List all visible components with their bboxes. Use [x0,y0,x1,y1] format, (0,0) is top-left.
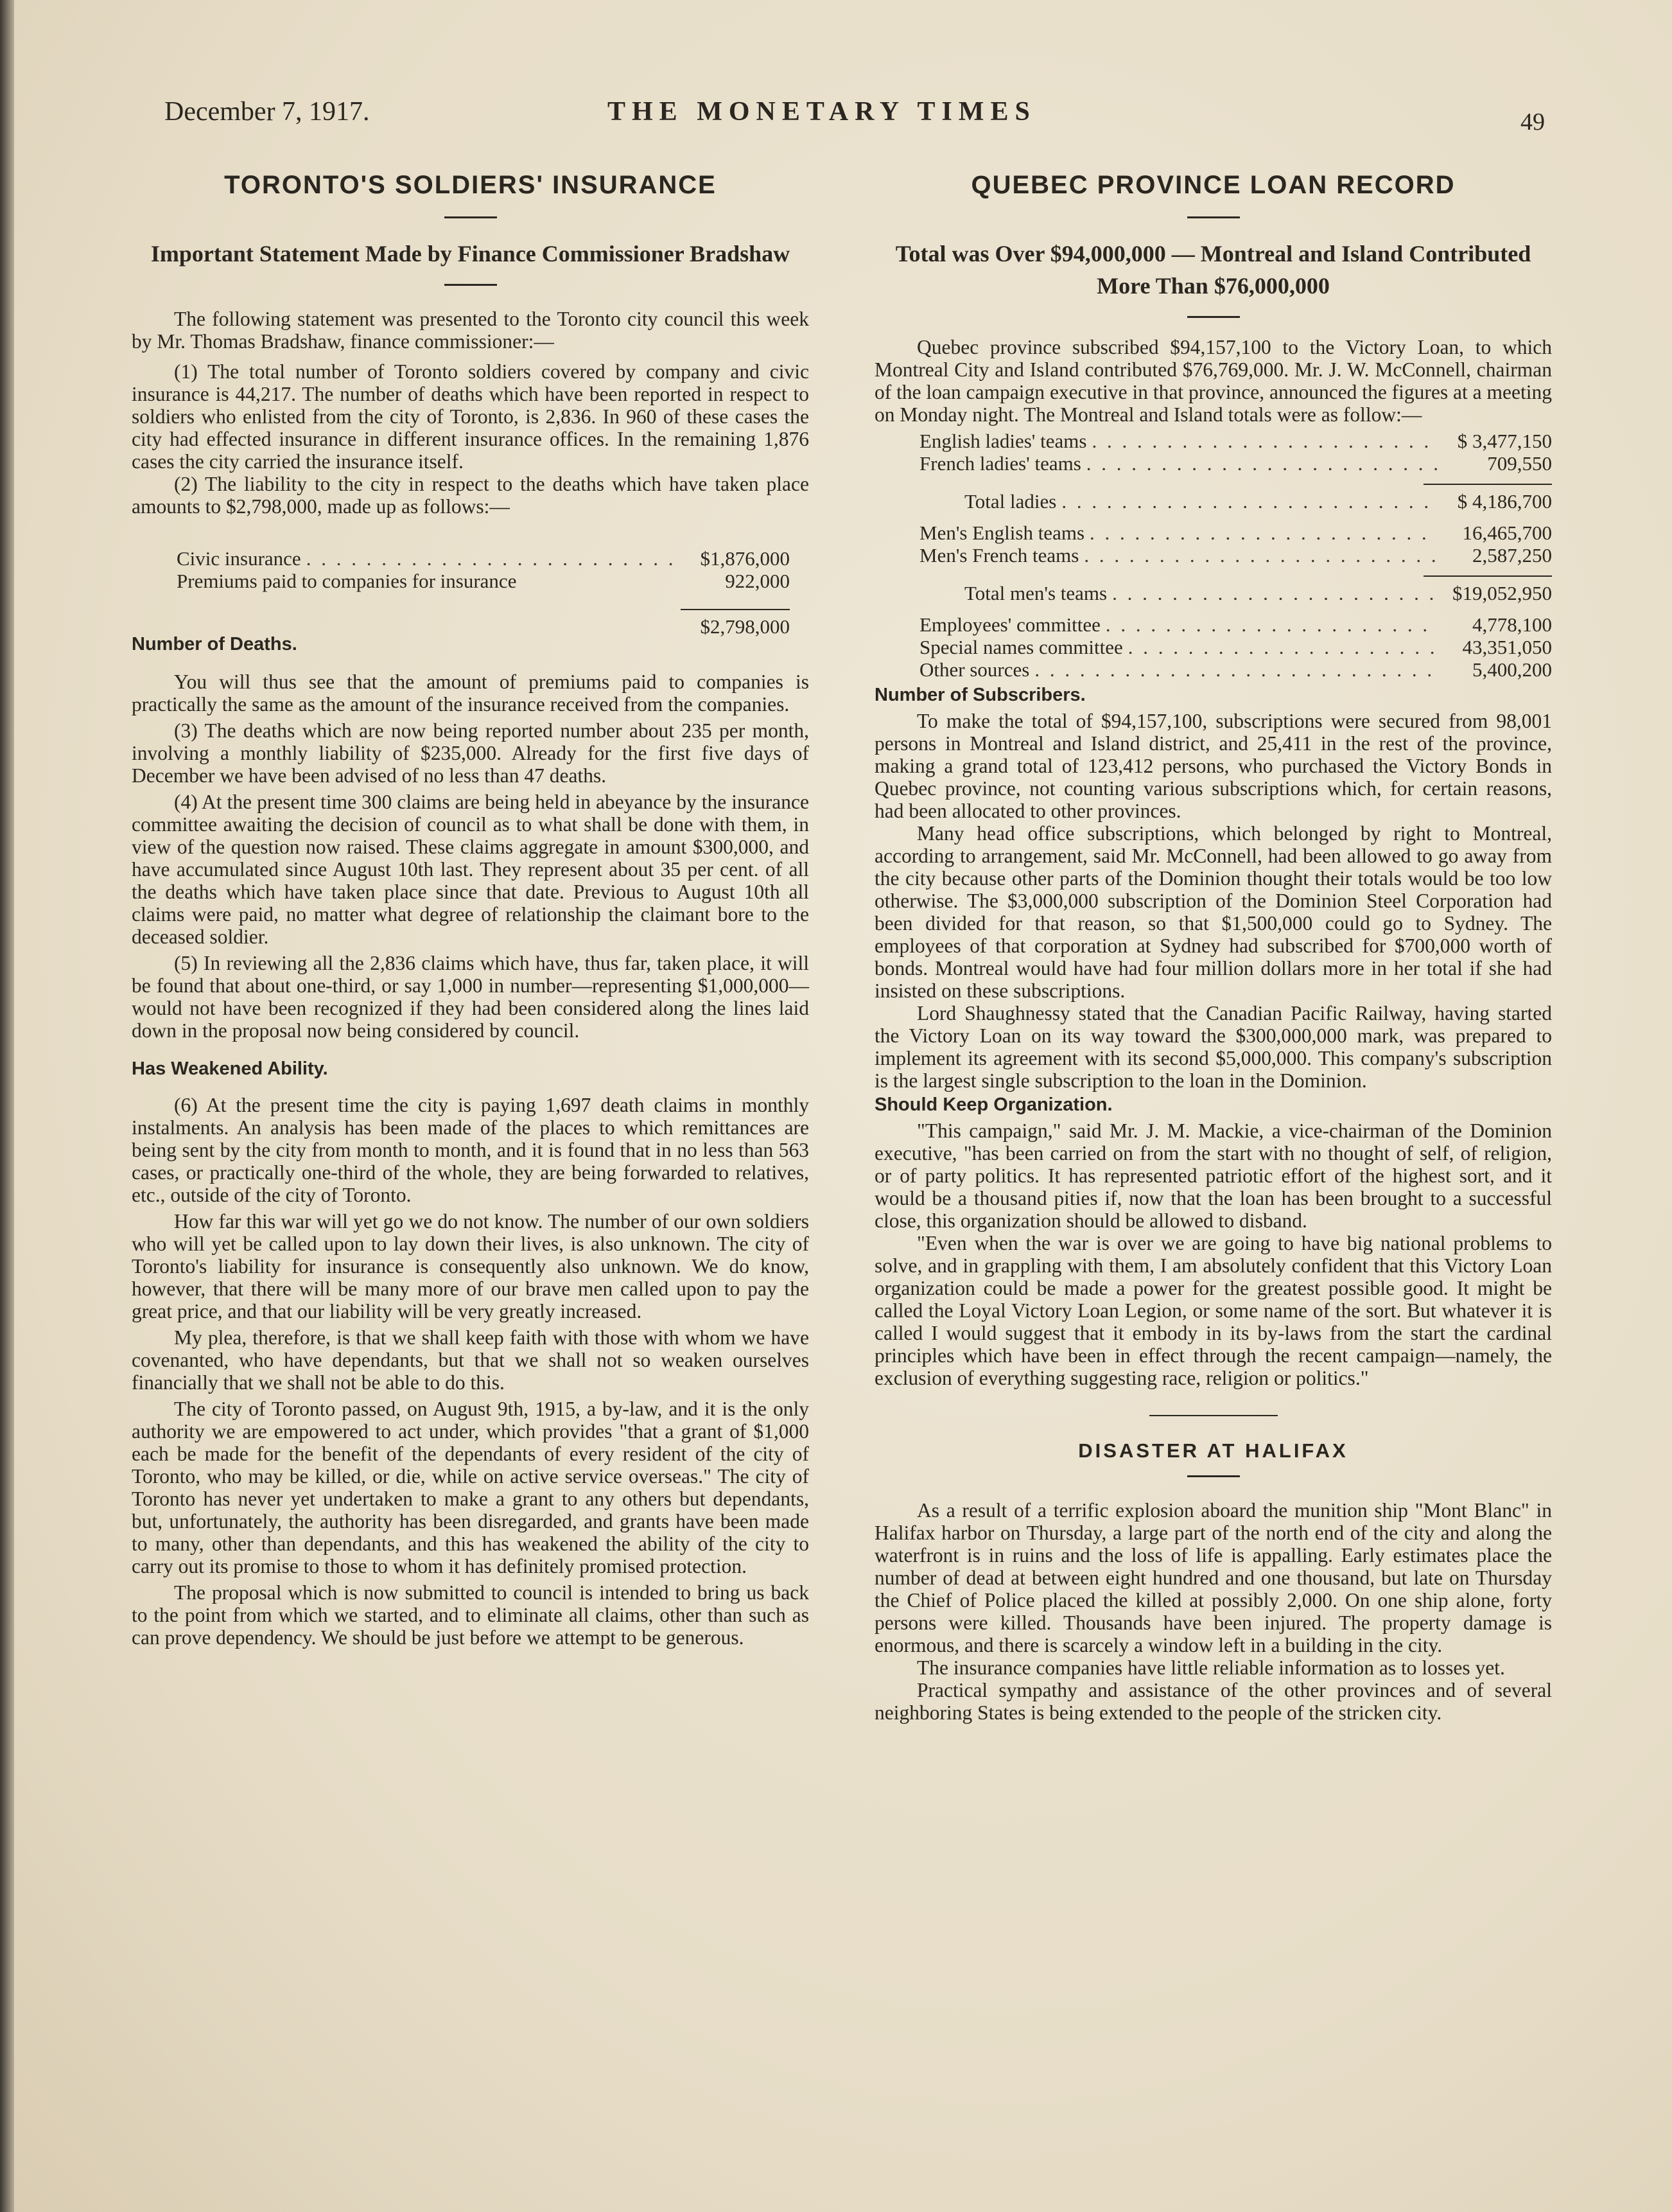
section-heading: Has Weakened Ability. [132,1058,328,1079]
left-column [132,167,809,1649]
paragraph: How far this war will yet go we do not know. The number of our own soldiers who will yet be called upon to lay down their lives, is also unknown. The city of Toronto's liability for insurance is consequently also unknown. We do know, however, that there will be many more of our brave men called upon to pay the great price, and that our liability will be very greatly increased. [132,1210,809,1322]
subtitle-rule [1187,316,1240,318]
paragraph: "Even when the war is over we are going to have big national problems to solve, and in grappling with them, I am absolutely confident that this Victory Loan organization could be made a power for the greatest possible good. It might be called the Loyal Victory Loan Legion, or some name of the sort. But whatever it is called I would suggest that it embody in its by-laws from the start the cardinal principles which have been in effect through the recent campaign—namely, the exclusion of everything suggesting race, religion or politics." [875,1232,1552,1389]
paragraph: To make the total of $94,157,100, subscriptions were secured from 98,001 persons in Montreal and Island district, and 25,411 in the rest of the province, making a grand total of 123,412 persons, who purchased the Victory Bonds in Quebec province, not counting various subscriptions which, for certain reasons, had been allocated to other provinces. [875,710,1552,822]
paragraph: "This campaign," said Mr. J. M. Mackie, a vice-chairman of the Dominion executive, "has been carried on from the start with no thought of self, of religion, or of party politics. It has represented patriotic effort of the highest sort, and it would be a thousand pities if, now that the loan has been brought to a successful close, this organization should be allowed to disband. [875,1119,1552,1232]
masthead: THE MONETARY TIMES [607,97,1036,127]
ledger-amount: $19,052,950 [1452,582,1552,604]
sum-rule [1424,484,1552,485]
article-title: DISASTER AT HALIFAX [1078,1439,1348,1462]
ledger-label: Special names committee [919,636,1123,658]
section-separator [1149,1415,1278,1416]
right-column [875,167,1552,1724]
ledger-label: Premiums paid to companies for insurance [177,570,517,592]
ledger-amount: $ 3,477,150 [1457,430,1552,452]
ledger-label: Civic insurance [177,547,301,570]
ledger-amount: $1,876,000 [700,547,790,570]
subtitle-rule [444,284,497,286]
ledger-row [919,658,1552,681]
paragraph: (6) At the present time the city is paying 1,697 death claims in monthly instalments. An analysis has been made of the places to which remittances are being sent by the city from month to month, and it is found that in no less than 563 cases, or practically one-third of the whole, they are being forwarded to relatives, etc., outside of the city of Toronto. [132,1094,809,1206]
ledger-row [919,613,1552,636]
paragraph: (5) In reviewing all the 2,836 claims which have, thus far, taken place, it will be found that about one-third, or say 1,000 in number—representing $1,000,000—would not have been recognized if they had been considered along the lines laid down in the proposal now being considered by council. [132,952,809,1042]
paragraph: (4) At the present time 300 claims are being held in abeyance by the insurance committee awaiting the decision of council as to what shall be done with them, in view of the question now raised. These claims aggregate in amount $300,000, and have accumulated since August 10th last. They represent about 35 per cent. of all the deaths which have taken place since that date. Previous to August 10th all claims were paid, no matter what degree of relationship the claimant bore to the deceased soldier. [132,791,809,948]
paragraph: Practical sympathy and assistance of the other provinces and of several neighboring States is being extended to the people of the stricken city. [875,1679,1552,1724]
ledger-total: $2,798,000 [700,615,790,638]
page-header [164,96,1545,135]
ledger-row [919,430,1552,452]
ledger-row [177,570,790,592]
ledger-amount: 5,400,200 [1472,658,1552,681]
paragraph: You will thus see that the amount of premiums paid to companies is practically the same as the amount of the insurance received from the companies. [132,671,809,715]
ledger-label: English ladies' teams [919,430,1087,452]
section-heading: Number of Subscribers. [875,685,1086,705]
paragraph: The city of Toronto passed, on August 9th, 1915, a by-law, and it is the only authority we are empowered to act under, which provides "that a grant of $1,000 each be made for the benefit of the dependants of every resident of the city of Toronto, who may be killed, or die, while on active service overseas." The city of Toronto has never yet undertaken to make a grant to any others but dependants, but, unfortunately, the authority has been disregarded, and grants have been made to many, other than dependants, and this has weakened the ability of the city to carry out its promise to those to whom it has definitely promised protection. [132,1398,809,1577]
liability-ledger [132,547,809,638]
section-heading: Should Keep Organization. [875,1094,1113,1115]
ledger-amount: 709,550 [1487,452,1552,475]
ledger-amount: 2,587,250 [1472,544,1552,566]
ledger-amount: 922,000 [725,570,790,592]
paragraph: The proposal which is now submitted to council is intended to bring us back to the point from which we started, and to eliminate all claims, other than such as can prove dependency. We should be just before we attempt to be generous. [132,1581,809,1649]
page-number: 49 [1520,109,1545,136]
title-rule [1187,216,1240,218]
paragraph: (1) The total number of Toronto soldiers covered by company and civic insurance is 44,217. The number of deaths which have been reported in respect to soldiers who enlisted from the city of Toronto, is 2,836. In 960 of these cases the city had effected insurance in different insurance offices. In the remaining 1,876 cases the city carried the insurance itself. [132,360,809,473]
issue-date: December 7, 1917. [164,97,370,127]
ledger-row [919,522,1552,544]
ledger-row [919,452,1552,475]
ledger-amount: $ 4,186,700 [1457,490,1552,513]
title-rule [1187,1475,1240,1477]
section-heading: Number of Deaths. [132,634,297,654]
sum-rule [1424,575,1552,577]
article-title: TORONTO'S SOLDIERS' INSURANCE [224,171,717,199]
ledger-row [177,547,790,570]
ledger-amount: 16,465,700 [1462,522,1552,544]
sum-rule [681,609,790,610]
paragraph: The insurance companies have little reliable information as to losses yet. [917,1656,1505,1679]
paragraph: Many head office subscriptions, which belonged by right to Montreal, according to arrangement, said Mr. McConnell, had been allowed to go away from the city because other parts of the Dominion thought their totals would be too low otherwise. The $3,000,000 subscription of the Dominion Steel Corporation had been divided for that reason, so that $1,500,000 could go to Sydney. The employees of that corporation at Sydney had subscribed for $700,000 worth of bonds. Montreal would have had four million dollars more in her total if she had insisted on these subscriptions. [875,822,1552,1002]
paragraph: (3) The deaths which are now being reported number about 235 per month, involving a monthly liability of $235,000. Already for the first five days of December we have been advised of no less than 47 deaths. [132,719,809,787]
ledger-label: Total men's teams [964,582,1108,604]
page-binding-edge [0,0,14,2212]
ledger-label: Employees' committee [919,613,1101,636]
article-subtitle: Total was Over $94,000,000 — Montreal and Island Contributed More Than $76,000,000 [895,241,1531,299]
ledger-amount: 43,351,050 [1462,636,1552,658]
ledger-row [919,544,1552,566]
paragraph: (2) The liability to the city in respect to the deaths which have taken place amounts to $2,798,000, made up as follows:— [132,473,809,518]
paragraph: Lord Shaughnessy stated that the Canadian Pacific Railway, having started the Victory Loan on its way toward the $300,000,000 mark, was prepared to implement its agreement with its second $5,000,000. This company's subscription is the largest single subscription to the loan in the Dominion. [875,1002,1552,1092]
ledger-label: Men's French teams [919,544,1079,566]
title-rule [444,216,497,218]
loan-ledger [875,430,1552,681]
article-title: QUEBEC PROVINCE LOAN RECORD [971,171,1456,199]
ledger-label: Men's English teams [919,522,1085,544]
paragraph: As a result of a terrific explosion aboard the munition ship "Mont Blanc" in Halifax harbor on Thursday, a large part of the north end of the city and along the waterfront is in ruins and the loss of life is appalling. Early estimates place the number of dead at between eight hundred and one thousand, but late on Thursday the Chief of Police placed the killed at possibly 2,000. On one ship alone, forty persons were killed. Thousands have been injured. The property damage is enormous, and there is scarcely a window left in a building in the city. [875,1499,1552,1656]
ledger-label: Other sources [919,658,1030,681]
ledger-row [919,636,1552,658]
ledger-label: Total ladies [964,490,1057,513]
paragraph: My plea, therefore, is that we shall keep faith with those with whom we have covenanted, who have dependants, but that we shall not so weaken ourselves financially that we shall not be able to do this. [132,1326,809,1394]
ledger-label: French ladies' teams [919,452,1081,475]
ledger-total-row [919,490,1552,513]
paragraph: Quebec province subscribed $94,157,100 to the Victory Loan, to which Montreal City and Island contributed $76,769,000. Mr. J. W. McConnell, chairman of the loan campaign executive in that province, announced the figures at a meeting on Monday night. The Montreal and Island totals were as follow:— [875,336,1552,426]
article-subtitle: Important Statement Made by Finance Commissioner Bradshaw [150,241,790,267]
ledger-total-row [919,582,1552,604]
ledger-amount: 4,778,100 [1472,613,1552,636]
paragraph: The following statement was presented to the Toronto city council this week by Mr. Thomas Bradshaw, finance commissioner:— [132,308,809,353]
